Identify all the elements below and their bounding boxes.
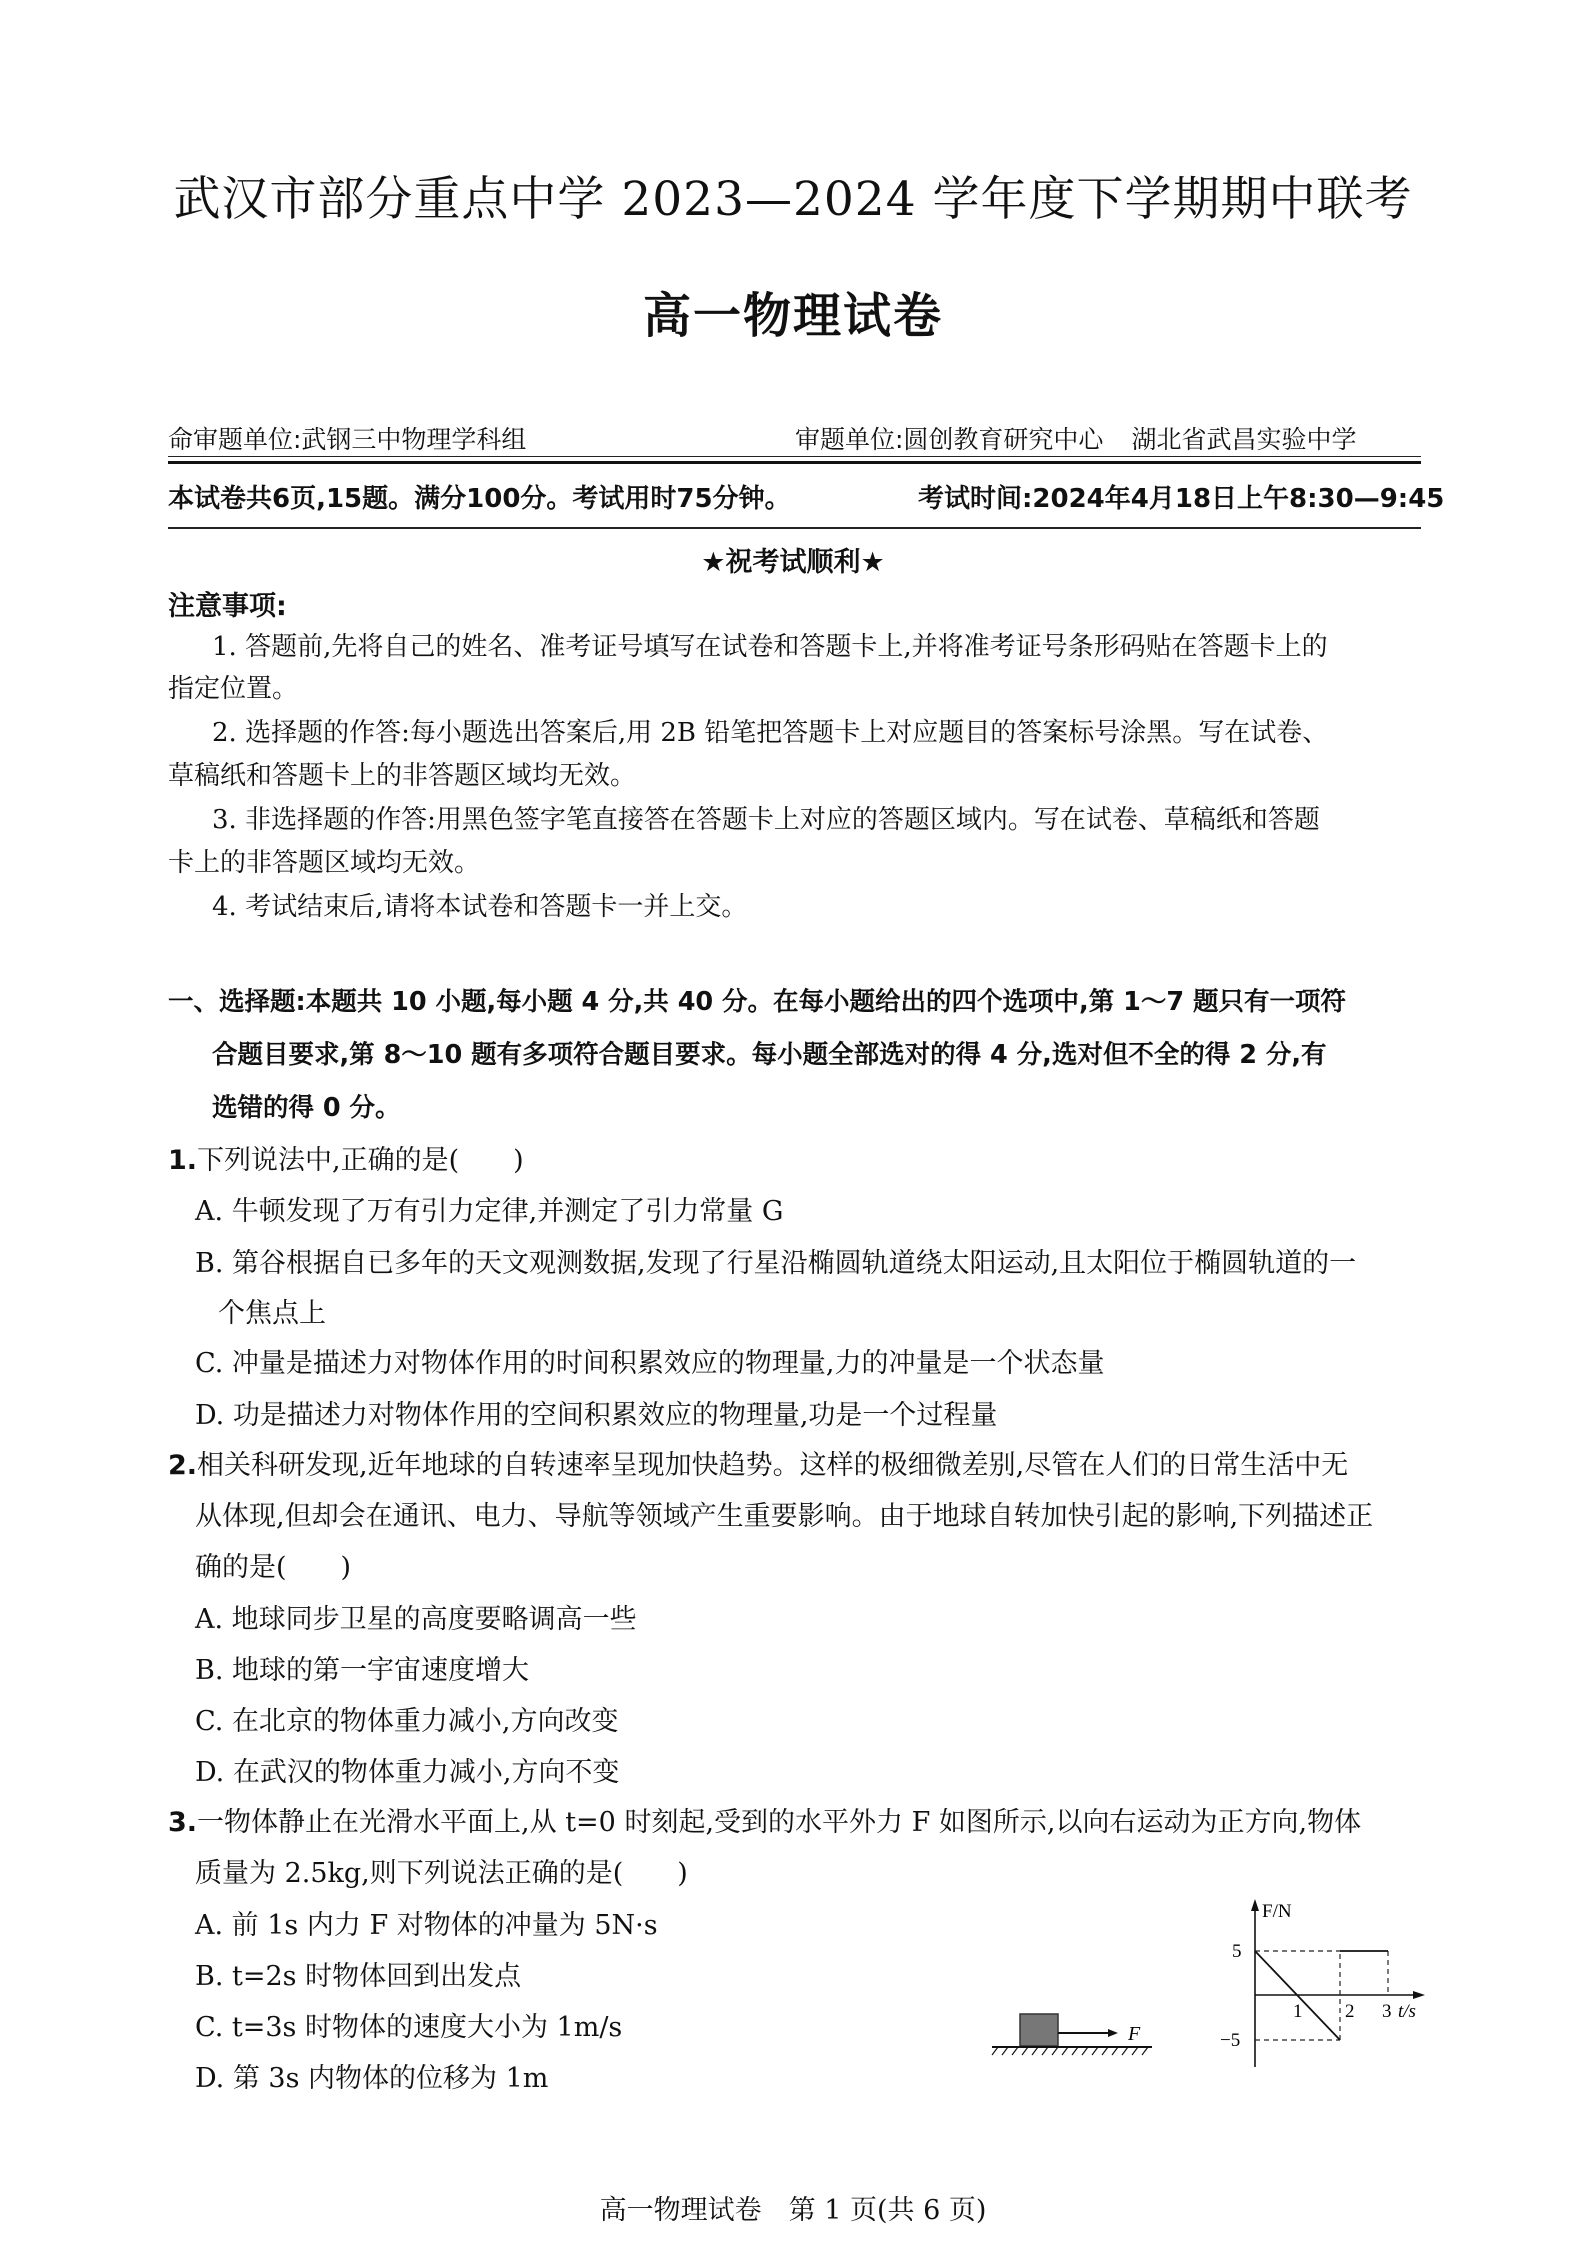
question-3-stem-text: 一物体静止在光滑水平面上,从 t=0 时刻起,受到的水平外力 F 如图所示,以向右运动为正方向,物体 bbox=[197, 1807, 1362, 1838]
y-tick-neg5: −5 bbox=[1220, 2030, 1241, 2051]
setter-unit: 命审题单位:武钢三中物理学科组 bbox=[168, 425, 527, 454]
question-1-option-d: D. 功是描述力对物体作用的空间积累效应的物理量,功是一个过程量 bbox=[195, 1400, 998, 1431]
header-divider-thin bbox=[168, 456, 1421, 457]
question-3-option-c: C. t=3s 时物体的速度大小为 1m/s bbox=[195, 2012, 623, 2043]
question-2-stem-line-2: 从体现,但却会在通讯、电力、导航等领域产生重要影响。由于地球自转加快引起的影响,下列描述正 bbox=[195, 1501, 1374, 1532]
paper-info: 本试卷共6页,15题。满分100分。考试用时75分钟。 bbox=[168, 484, 791, 514]
page-footer: 高一物理试卷 第 1 页(共 6 页) bbox=[599, 2195, 987, 2226]
question-3-stem-line-2: 质量为 2.5kg,则下列说法正确的是( ) bbox=[195, 1858, 688, 1889]
notice-item-3-line-2: 卡上的非答题区域均无效。 bbox=[168, 848, 481, 878]
question-2-stem-line-3: 确的是( ) bbox=[195, 1552, 352, 1583]
section-1-heading-line-2: 合题目要求,第 8～10 题有多项符合题目要求。每小题全部选对的得 4 分,选对但不全的得 2 分,有 bbox=[212, 1040, 1327, 1070]
notice-title: 注意事项: bbox=[168, 591, 287, 622]
section-1-heading-line-1: 一、选择题:本题共 10 小题,每小题 4 分,共 40 分。在每小题给出的四个选项中,第 1～7 题只有一项符 bbox=[168, 987, 1346, 1017]
x-tick-3: 3 bbox=[1382, 2001, 1392, 2022]
notice-item-1-line-1: 1. 答题前,先将自己的姓名、准考证号填写在试卷和答题卡上,并将准考证号条形码贴在答题卡上的 bbox=[212, 632, 1328, 662]
reviewer-label: 审题单位:圆创教育研究中心 bbox=[795, 425, 1104, 454]
notice-item-2-line-2: 草稿纸和答题卡上的非答题区域均无效。 bbox=[168, 761, 637, 791]
block-on-surface-figure bbox=[990, 2000, 1170, 2070]
notice-item-4: 4. 考试结束后,请将本试卷和答题卡一并上交。 bbox=[212, 892, 748, 922]
exam-subtitle: 高一物理试卷 bbox=[642, 288, 943, 344]
x-axis-label: t/s bbox=[1398, 2001, 1416, 2022]
reviewer-unit bbox=[795, 420, 1384, 456]
header-divider-thick bbox=[168, 461, 1421, 464]
question-1-stem bbox=[168, 1138, 524, 1177]
question-1-option-c: C. 冲量是描述力对物体作用的时间积累效应的物理量,力的冲量是一个状态量 bbox=[195, 1348, 1105, 1379]
force-time-graph bbox=[1210, 1895, 1440, 2070]
notice-item-2-line-1: 2. 选择题的作答:每小题选出答案后,用 2B 铅笔把答题卡上对应题目的答案标号涂黑。写在试卷、 bbox=[212, 718, 1329, 748]
question-3-option-a: A. 前 1s 内力 F 对物体的冲量为 5N·s bbox=[195, 1910, 658, 1941]
question-2-option-b: B. 地球的第一宇宙速度增大 bbox=[195, 1655, 530, 1686]
question-1-stem-text: 下列说法中,正确的是( ) bbox=[197, 1145, 524, 1176]
section-1-heading-line-3: 选错的得 0 分。 bbox=[212, 1093, 401, 1123]
force-label: F bbox=[1128, 2023, 1141, 2045]
question-1-number: 1. bbox=[168, 1145, 198, 1176]
y-tick-5: 5 bbox=[1232, 1941, 1242, 1962]
question-1-option-b-line-1: B. 第谷根据自已多年的天文观测数据,发现了行星沿椭圆轨道绕太阳运动,且太阳位于椭圆轨道的一 bbox=[195, 1248, 1357, 1279]
question-1-option-a: A. 牛顿发现了万有引力定律,并测定了引力常量 G bbox=[195, 1196, 784, 1227]
question-3-number: 3. bbox=[168, 1807, 198, 1838]
question-2-stem-text: 相关科研发现,近年地球的自转速率呈现加快趋势。这样的极细微差别,尽管在人们的日常生活中无 bbox=[197, 1450, 1349, 1481]
question-2-stem-line-1 bbox=[168, 1443, 1348, 1482]
question-2-number: 2. bbox=[168, 1450, 198, 1481]
reviewer-school: 湖北省武昌实验中学 bbox=[1131, 425, 1357, 454]
question-1-option-b-line-2: 个焦点上 bbox=[218, 1298, 326, 1329]
info-divider bbox=[168, 527, 1421, 529]
question-2-option-d: D. 在武汉的物体重力减小,方向不变 bbox=[195, 1757, 620, 1788]
exam-time: 考试时间:2024年4月18日上午8:30—9:45 bbox=[918, 484, 1445, 514]
y-axis-label: F/N bbox=[1262, 1901, 1292, 1922]
question-3-option-d: D. 第 3s 内物体的位移为 1m bbox=[195, 2063, 549, 2094]
question-3-stem-line-1 bbox=[168, 1800, 1361, 1839]
x-tick-1: 1 bbox=[1293, 2001, 1303, 2022]
x-tick-2: 2 bbox=[1345, 2001, 1355, 2022]
blessing: ★祝考试顺利★ bbox=[701, 547, 885, 578]
notice-item-1-line-2: 指定位置。 bbox=[168, 674, 299, 704]
exam-title: 武汉市部分重点中学 2023—2024 学年度下学期期中联考 bbox=[173, 172, 1413, 227]
question-2-option-a: A. 地球同步卫星的高度要略调高一些 bbox=[195, 1604, 637, 1635]
question-3-option-b: B. t=2s 时物体回到出发点 bbox=[195, 1961, 522, 1992]
notice-item-3-line-1: 3. 非选择题的作答:用黑色签字笔直接答在答题卡上对应的答题区域内。写在试卷、草稿纸和答题 bbox=[212, 805, 1320, 835]
question-2-option-c: C. 在北京的物体重力减小,方向改变 bbox=[195, 1706, 619, 1737]
